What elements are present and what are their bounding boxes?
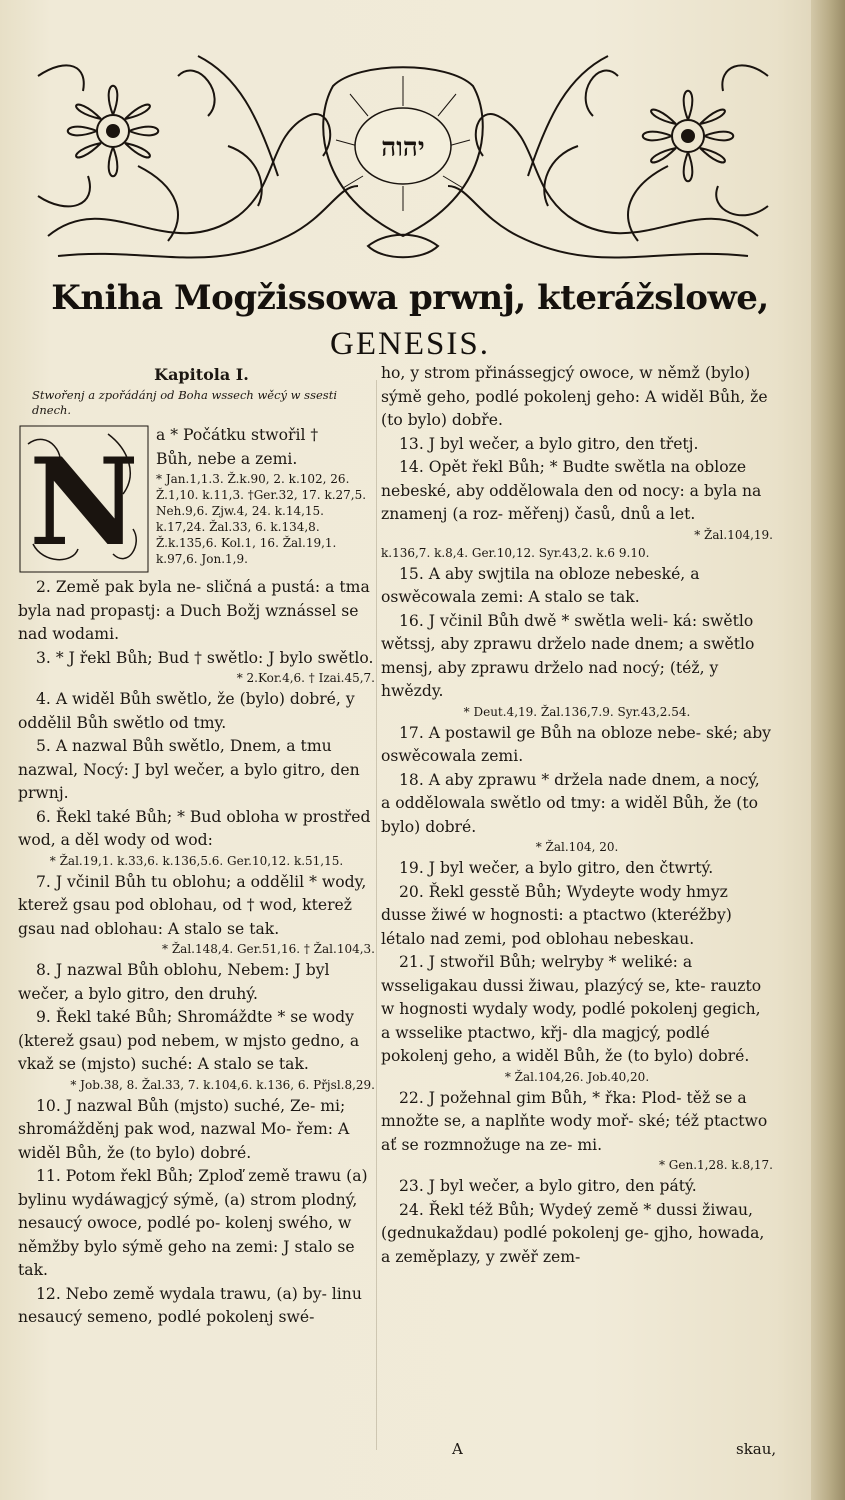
verse-20: 20. Řekl gesstě Bůh; Wydeyte wody hmyz dusse žiwé w hognosti: a ptactwo (kteréžby) létalo nad zemi, pod oblohau nebeskau. — [381, 882, 732, 948]
verse-7: 7. J včinil Bůh tu oblohu; a oddělil * wody, kterež gsau pod oblohau, od † wod, kterež gsau nad oblohau: A stalo se tak. — [18, 872, 367, 938]
verse-15: 15. A aby swjtila na obloze nebeské, a oswěcowala zemi: A stalo se tak. — [381, 564, 700, 606]
verse-18: 18. A aby zprawu * držela nade dnem, a nocý, a oddělowala swětlo od tmy: a widěl Bůh, že (to bylo) dobré. — [381, 770, 760, 836]
verse-3: 3. * J řekl Bůh; Bud † swětlo: J bylo swětlo. — [36, 648, 374, 667]
column-divider — [376, 380, 377, 1450]
catchword-right: skau, — [736, 1440, 777, 1458]
verse-14: 14. Opět řekl Bůh; * Budte swětla na obloze nebeské, aby oddělowala den od nocy: a byla na znamenj (a roz- měřenj) časů, dnů a let. — [381, 458, 762, 523]
chapter-summary: Stwořenj a zpořádánj od Boha wssech wěcý w ssesti dnech. — [32, 388, 337, 417]
page-edge — [811, 0, 845, 1500]
verse-18-references: * Žal.104, 20. — [535, 840, 619, 854]
verse-22-references: * Gen.1,28. k.8,17. — [658, 1158, 773, 1172]
verse-1-line-2: Bůh, nebe a zemi. — [156, 449, 298, 468]
verse-6-references: * Žal.19,1. k.33,6. k.136,5.6. Ger.10,12. k.51,15. — [49, 853, 344, 868]
book-subtitle: GENESIS. — [330, 326, 490, 362]
verse-10: 10. J nazwal Bůh (mjsto) suché, Ze- mi; shromážděnj pak wod, nazwal Mo- řem: A widěl Bůh, že (to bylo) dobré. — [18, 1096, 350, 1162]
book-title: Kniha Mogžissowa prwnj, kterážslowe, — [51, 278, 769, 318]
verse-7-references: * Žal.148,4. Ger.51,16. † Žal.104,3. — [162, 942, 375, 956]
verse-24: 24. Řekl též Bůh; Wydeý země * dussi žiwau, (gednukaždau) podlé pokolenj ge- gjho, howada, a zeměplazy, y zwěř zem- — [381, 1200, 765, 1266]
initial-letter: N — [29, 432, 139, 573]
verse-9: 9. Řekl také Bůh; Shromáždte * se wody (kterež gsau) pod nebem, w mjsto gedno, a vkaž se (mjsto) suché: A stalo se tak. — [18, 1008, 360, 1073]
chapter-heading: Kapitola I. — [154, 365, 249, 384]
verse-22: 22. J požehnal gim Bůh, * řka: Plod- těž se a množte se, a naplňte wody moř- ské; též ptactwo ať se rozmnožuge na ze- mi. — [381, 1088, 768, 1154]
verse-19: 19. J byl wečer, a bylo gitro, den čtwrtý. — [399, 859, 714, 877]
verse-1-block — [18, 424, 375, 576]
verse-2: 2. Země pak byla ne- sličná a pustá: a tma byla nad propastj: a Duch Božj wznássel se nad wodami. — [18, 578, 370, 643]
verse-4: 4. A widěl Bůh swětlo, že (bylo) dobré, y oddělil Bůh swětlo od tmy. — [18, 690, 355, 732]
verse-6: 6. Řekl také Bůh; * Bud obloha w prostřed wod, a děl wody od wod: — [18, 807, 371, 849]
verse-21: 21. J stwořil Bůh; welryby * weliké: a wsseligakau dussi žiwau, plazýcý se, kte- rauzto w hognosti wydaly wody, podlé pokolenj gegich, a wsselike ptactwo, křj- dla magjcý, podlé pokolenj geho, a widěl Bůh, že (to bylo) dobré. — [381, 953, 762, 1065]
verse-13: 13. J byl wečer, a bylo gitro, den třetj. — [399, 434, 699, 453]
verse-17: 17. A postawil ge Bůh na obloze nebe- ské; aby oswěcowala zemi. — [381, 723, 771, 765]
verse-3-references: * 2.Kor.4,6. † Izai.45,7. — [236, 671, 375, 685]
tetragrammaton-glyph: יהוה — [381, 133, 425, 163]
floral-headpiece-ornament — [28, 36, 778, 276]
left-column — [18, 362, 375, 1330]
decorated-initial-icon — [18, 424, 150, 574]
right-flower-icon — [586, 65, 768, 215]
verse-16-references: * Deut.4,19. Žal.136,7.9. Syr.43,2.54. — [463, 704, 691, 719]
verse-5: 5. A nazwal Bůh swětlo, Dnem, a tmu nazwal, Nocý: J byl wečer, a bylo gitro, den prwnj. — [18, 737, 360, 802]
left-flower-icon — [38, 65, 215, 206]
verse-14-references: k.136,7. k.8,4. Ger.10,12. Syr.43,2. k.6 9.10. — [381, 545, 650, 560]
verse-8: 8. J nazwal Bůh oblohu, Nebem: J byl wečer, a bylo gitro, den druhý. — [18, 961, 330, 1003]
verse-14-reference-a: * Žal.104,19. — [694, 527, 773, 542]
verse-23: 23. J byl wečer, a bylo gitro, den pátý. — [399, 1177, 697, 1195]
verse-21-references: * Žal.104,26. Job.40,20. — [504, 1069, 650, 1084]
verse-16: 16. J včinil Bůh dwě * swětla weli- ká: swětlo wětssj, aby zprawu drželo nade dnem; a swětlo mensj, aby zprawu drželo nad nocý; (též, y hwězdy. — [381, 611, 755, 700]
verse-9-references: * Job.38, 8. Žal.33, 7. k.104,6. k.136, 6. Přjsl.8,29. — [70, 1077, 375, 1092]
verse-12: 12. Nebo země wydala trawu, (a) by- linu nesaucý semeno, podlé pokolenj swé- — [18, 1284, 362, 1326]
catchword-middle: A — [452, 1440, 463, 1458]
verse-12-continued: ho, y strom přinássegjcý owoce, w němž (bylo) sýmě geho, podlé pokolenj geho: A widěl Bůh, že (to bylo) dobře. — [381, 364, 768, 429]
verse-11: 11. Potom řekl Bůh; Zploď země trawu (a) bylinu wydáwagjcý sýmě, (a) strom plodný, nesaucý owoce, podlé po- kolenj swého, w němžby bylo sýmě geho na zemi: J stalo se tak. — [18, 1167, 368, 1279]
right-column — [381, 362, 773, 1269]
verse-1-references: * Jan.1,1.3. Ž.k.90, 2. k.102, 26. Ž.1,10. k.11,3. †Ger.32, 17. k.27,5. Neh.9,6. Zjw.4, 24. k.14,15. k.17,24. Žal.33, 6. k.134,8. Ž.k.135,6. Kol.1, 16. Žal.19,1. k.97,6. Jon.1,9. — [156, 472, 367, 566]
verse-1-line-1: a * Počátku stwořil † — [156, 426, 319, 444]
